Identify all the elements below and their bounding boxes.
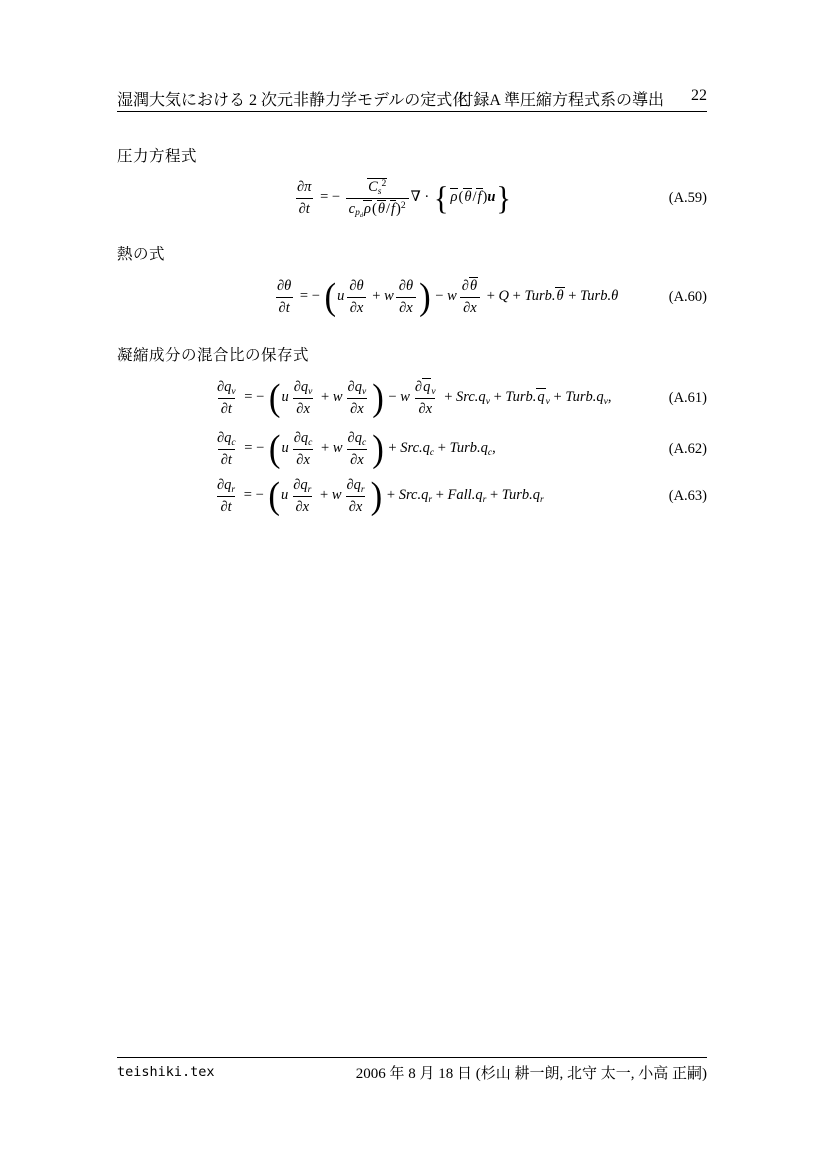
fraction-denominator xyxy=(296,198,313,218)
math-variable: ∂x xyxy=(296,451,310,468)
header-right-title: 付録A 準圧縮方程式系の導出 xyxy=(457,92,664,109)
math-operator: , xyxy=(492,440,496,457)
math-variable: Turb. xyxy=(524,288,556,305)
fraction xyxy=(294,178,314,217)
fraction-numerator xyxy=(346,277,366,296)
fraction-numerator xyxy=(291,429,316,448)
fraction-numerator xyxy=(459,277,481,296)
fraction-numerator xyxy=(345,378,370,397)
math-variable: r xyxy=(540,494,544,506)
subscript xyxy=(308,386,312,397)
fraction-denominator xyxy=(347,398,367,418)
fraction-denominator xyxy=(396,297,416,317)
fraction-numerator xyxy=(396,277,416,296)
math-variable: Src.q xyxy=(398,487,429,504)
fraction xyxy=(344,476,368,515)
math-variable: v xyxy=(361,386,367,398)
fraction xyxy=(214,378,239,417)
page-number: 22 xyxy=(691,87,707,104)
math-operator: + xyxy=(483,288,499,305)
equation-body: $\frac{\partial\theta}{\partial t}$ = − (u $\frac{\partial\theta}{\partial x}$ + w $\frac{\partial\theta}{\partial x}$ ) − w $\frac{\partial\theta}{\partial x}$ + Q + Turb.θ + Turb.θ xyxy=(272,277,618,316)
fraction-numerator xyxy=(344,476,368,495)
fraction xyxy=(459,277,481,316)
math-variable: v xyxy=(308,386,313,398)
math-variable: θ xyxy=(469,278,478,295)
fraction-numerator xyxy=(294,178,314,197)
math-variable: v xyxy=(603,396,608,408)
equation-a61 xyxy=(117,372,707,424)
fraction xyxy=(291,378,316,417)
fraction xyxy=(274,277,294,316)
math-operator: ∇ · xyxy=(410,189,433,206)
math-variable: ∂t xyxy=(220,400,232,417)
math-variable: ∂t xyxy=(298,200,310,217)
math-operator: = − xyxy=(240,389,268,406)
math-variable: Src.q xyxy=(456,389,486,406)
equation-a60 xyxy=(117,268,707,326)
equation-body: $\frac{\partial q_v}{\partial t}$ = − (u $\frac{\partial q_v}{\partial x}$ + w $\frac{\partial q_v}{\partial x}$ ) − w $\frac{\partial q_v}{\partial x}$ + $Src.q_v$ + $Turb.q_v$ + $Turb.q_v$, xyxy=(212,378,612,417)
math-operator: + xyxy=(440,389,457,406)
equation-body: $\frac{\partial q_c}{\partial t}$ = − (u $\frac{\partial q_c}{\partial x}$ + w $\frac{\partial q_c}{\partial x}$ ) + $Src.q_c$ + $Turb.q_c$, xyxy=(212,429,496,468)
fraction xyxy=(214,476,238,515)
math-variable: ∂q xyxy=(293,379,309,396)
fraction-denominator xyxy=(293,496,313,516)
footer-rule xyxy=(117,1057,707,1058)
equation-a63 xyxy=(117,470,707,522)
fraction-denominator xyxy=(218,449,235,469)
math-variable: Turb. xyxy=(505,389,537,406)
math-variable: w xyxy=(332,440,343,457)
math-operator: − xyxy=(384,389,401,406)
math-variable: u xyxy=(280,487,289,504)
math-variable: ∂q xyxy=(293,430,309,447)
overline xyxy=(363,200,372,218)
math-variable: v xyxy=(485,396,490,408)
math-variable: v xyxy=(545,396,550,408)
math-variable: u xyxy=(337,288,345,305)
math-variable: Turb.q xyxy=(501,487,541,504)
math-variable: f xyxy=(391,200,396,217)
fraction-numerator xyxy=(214,476,238,495)
math-variable: c xyxy=(361,437,367,449)
math-variable: ∂x xyxy=(463,299,477,316)
math-operator: / xyxy=(385,200,391,217)
fraction-denominator xyxy=(293,449,313,469)
fraction-denominator xyxy=(218,398,235,418)
math-variable: r xyxy=(428,494,433,506)
subscript xyxy=(540,494,544,505)
math-variable: c xyxy=(429,447,435,459)
fraction xyxy=(346,178,409,220)
section-heading-pressure: 圧力方程式 xyxy=(117,147,198,165)
math-variable: u xyxy=(281,440,289,457)
footer-date-authors: 2006 年 8 月 18 日 (杉山 耕一朗, 北守 太一, 小高 正嗣) xyxy=(355,1066,707,1082)
math-variable: p xyxy=(355,207,360,219)
superscript xyxy=(381,178,386,189)
math-variable: c xyxy=(231,437,236,449)
math-operator: = − xyxy=(240,487,268,504)
header-left-title: 湿潤大気における 2 次元非静力学モデルの定式化 xyxy=(117,92,469,109)
math-operator: ( xyxy=(372,200,377,217)
fraction-numerator xyxy=(364,178,390,197)
subscript xyxy=(362,437,366,448)
running-header xyxy=(117,87,707,107)
math-operator: , xyxy=(607,389,612,406)
math-variable: ∂x xyxy=(296,400,310,417)
math-variable: r xyxy=(231,484,236,496)
math-variable: Turb.θ xyxy=(580,288,619,305)
math-variable: ∂q xyxy=(217,430,232,447)
math-operator: + xyxy=(317,389,333,406)
fraction-numerator xyxy=(214,429,239,448)
overline xyxy=(469,277,478,295)
math-variable: d xyxy=(359,212,364,220)
math-variable: c xyxy=(487,447,493,459)
math-variable: ∂x xyxy=(399,299,413,316)
overline xyxy=(555,287,564,305)
math-variable: ∂q xyxy=(347,430,362,447)
math-variable: ∂ xyxy=(414,379,423,396)
math-bold-variable: u xyxy=(487,189,496,206)
math-operator: ( xyxy=(458,189,464,206)
fraction-denominator xyxy=(346,496,366,516)
math-operator: + xyxy=(549,389,566,406)
fraction-denominator xyxy=(293,398,313,418)
math-variable: ρ xyxy=(364,200,372,217)
math-variable: ∂x xyxy=(350,400,364,417)
fraction xyxy=(346,277,366,316)
equation-number: (A.60) xyxy=(668,288,707,305)
math-variable: f xyxy=(477,189,482,206)
math-variable: ρ xyxy=(450,189,458,206)
header-rule xyxy=(117,111,707,112)
math-variable: u xyxy=(281,389,289,406)
math-operator: + xyxy=(383,487,399,504)
fraction-denominator xyxy=(347,449,367,469)
math-variable: q xyxy=(423,379,431,396)
fraction-denominator xyxy=(346,198,409,218)
math-variable: w xyxy=(332,389,343,406)
running-footer xyxy=(117,1062,707,1082)
math-variable: Turb.q xyxy=(449,440,488,457)
math-operator: + xyxy=(317,440,333,457)
subscript xyxy=(361,484,365,495)
fraction-numerator xyxy=(412,378,439,397)
math-variable: Q xyxy=(498,288,509,305)
fraction-numerator xyxy=(290,476,314,495)
math-variable: ∂θ xyxy=(349,278,364,295)
equation-number: (A.61) xyxy=(668,389,707,406)
fraction-numerator xyxy=(214,378,239,397)
math-operator: + xyxy=(384,440,401,457)
fraction xyxy=(291,429,316,468)
math-variable: Src.q xyxy=(400,440,430,457)
subscript xyxy=(231,386,235,397)
math-operator: + xyxy=(368,288,385,305)
math-variable: ∂x xyxy=(295,498,310,515)
math-operator: + xyxy=(432,487,448,504)
math-variable: Fall.q xyxy=(447,487,483,504)
subscript xyxy=(231,484,235,495)
superscript xyxy=(401,199,406,210)
math-variable: ∂x xyxy=(348,498,363,515)
equation-body: $\frac{\partial\pi}{\partial t}$ = − $C_s^2$ $c_{p_d}\rho(\theta/f)^2$ ∇ · { ρ(θ/f)u} xyxy=(292,178,512,217)
math-variable: θ xyxy=(556,288,564,305)
math-variable: r xyxy=(482,494,487,506)
subscript xyxy=(355,207,363,218)
math-variable: c xyxy=(308,437,313,449)
math-operator: ) xyxy=(396,200,401,217)
math-variable: v xyxy=(431,386,436,398)
math-operator: + xyxy=(509,288,525,305)
math-variable: ∂π xyxy=(297,179,312,196)
header-right-group xyxy=(457,87,707,110)
equation-a59 xyxy=(117,166,707,230)
math-operator: + xyxy=(564,288,581,305)
subscript xyxy=(308,437,312,448)
math-variable: ∂t xyxy=(220,498,232,515)
section-heading-heat: 熱の式 xyxy=(117,245,166,263)
math-operator: + xyxy=(489,389,506,406)
math-variable: ∂t xyxy=(278,299,290,316)
math-variable: C xyxy=(368,179,378,196)
fraction xyxy=(345,429,370,468)
equation-body: $\frac{\partial q_r}{\partial t}$ = − (u $\frac{\partial q_r}{\partial x}$ + w $\frac{\partial q_r}{\partial x}$ ) + $Src.q_r$ + $Fall.q_r$ + $Turb.q_r$ xyxy=(212,476,544,515)
overline xyxy=(367,178,387,196)
subscript xyxy=(362,386,366,397)
math-operator: = − xyxy=(240,440,268,457)
footer-filename: teishiki.tex xyxy=(117,1064,215,1080)
math-variable: w xyxy=(331,487,342,504)
math-variable: r xyxy=(307,484,312,496)
math-variable: ∂q xyxy=(293,477,308,494)
math-variable: v xyxy=(231,386,236,398)
equation-number: (A.59) xyxy=(668,189,707,206)
fraction xyxy=(396,277,416,316)
math-variable: ∂x xyxy=(418,400,433,417)
math-variable: w xyxy=(384,288,394,305)
math-variable: c xyxy=(348,200,356,217)
math-operator: + xyxy=(486,487,502,504)
math-variable: Turb.q xyxy=(565,389,604,406)
math-variable: ∂ xyxy=(461,278,469,295)
math-operator: ) xyxy=(482,189,488,206)
math-variable: w xyxy=(447,288,457,305)
math-variable: q xyxy=(537,389,545,406)
math-variable: r xyxy=(360,484,365,496)
math-variable: w xyxy=(400,389,410,406)
section-heading-mixing-ratio: 凝縮成分の混合比の保存式 xyxy=(117,346,310,364)
math-variable: s xyxy=(377,186,382,198)
fraction-numerator xyxy=(345,429,370,448)
fraction-denominator xyxy=(415,398,435,418)
fraction-denominator xyxy=(347,297,367,317)
math-operator: = − xyxy=(296,288,324,305)
equation-number: (A.62) xyxy=(668,440,707,457)
math-variable: θ xyxy=(377,200,385,217)
fraction-denominator xyxy=(276,297,293,317)
math-variable: ∂t xyxy=(220,451,232,468)
math-variable: ∂q xyxy=(217,379,232,396)
equation-number: (A.63) xyxy=(668,487,707,504)
fraction-denominator xyxy=(460,297,480,317)
math-operator: / xyxy=(472,189,477,206)
fraction-numerator xyxy=(291,378,316,397)
fraction xyxy=(214,429,239,468)
math-operator: 2 xyxy=(381,178,387,190)
fraction-numerator xyxy=(274,277,294,296)
fraction xyxy=(412,378,439,417)
math-variable: ∂x xyxy=(350,451,364,468)
math-variable: ∂θ xyxy=(398,278,414,295)
equation-a62 xyxy=(117,424,707,474)
math-variable: ∂q xyxy=(347,379,362,396)
overline xyxy=(377,200,386,218)
overline xyxy=(422,378,431,396)
math-operator: − xyxy=(431,288,448,305)
fraction xyxy=(290,476,314,515)
math-operator: 2 xyxy=(400,199,406,211)
math-variable: ∂q xyxy=(346,477,361,494)
math-variable: ∂θ xyxy=(277,278,292,295)
math-operator: = − xyxy=(316,189,344,206)
fraction-denominator xyxy=(217,496,234,516)
math-variable: θ xyxy=(464,189,472,206)
math-operator: + xyxy=(434,440,450,457)
subscript xyxy=(431,386,435,397)
math-variable: ∂q xyxy=(217,477,232,494)
fraction xyxy=(345,378,370,417)
overline xyxy=(536,388,545,406)
subscript xyxy=(231,437,235,448)
math-variable: ∂x xyxy=(349,299,364,316)
subscript xyxy=(308,484,312,495)
math-operator: + xyxy=(316,487,332,504)
